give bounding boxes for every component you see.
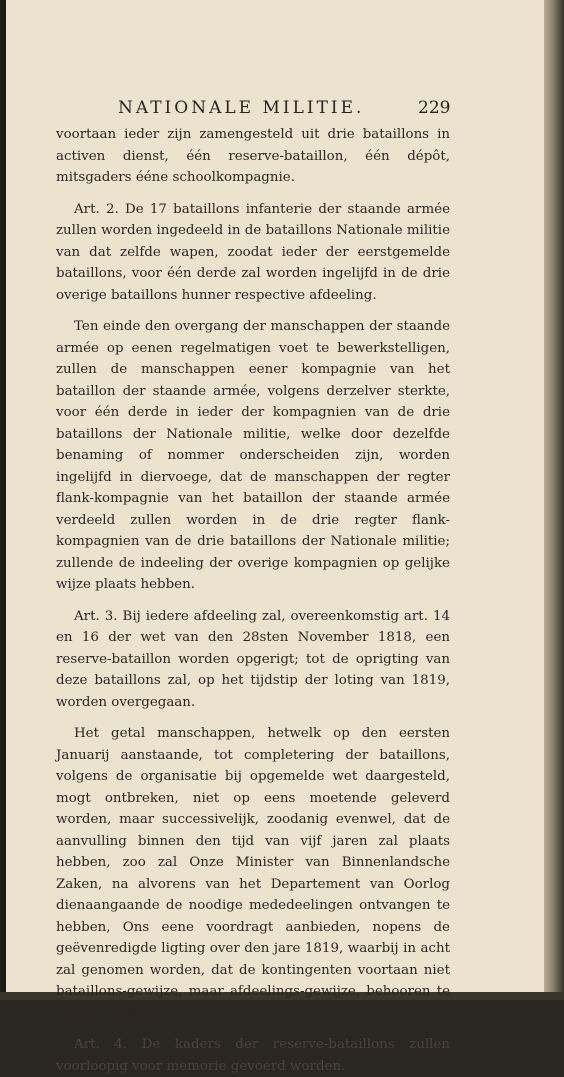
paragraph-continuation: voortaan ieder zijn zamengesteld uit drie bataillons in activen dienst, één reserve-bataillon, één dépôt, mitsgaders ééne schoolkompagnie. [56,127,450,185]
paragraph-art-3: Art. 3. Bij iedere afdeeling zal, overeenkomstig art. 14 en 16 der wet van den 28sten November 1818, een reserve-bataillon worden opgerigt; tot de oprigting van deze bataillons zal, op het tijdstip der loting van 1819, worden overgegaan. [56,608,450,710]
paragraph-completion: Het getal manschappen, hetwelk op den eersten Januarij aanstaande, tot completering der bataillons, volgens de organisatie bij opgemelde wet daargesteld, mogt ontbreken, niet op eens moetende geleverd worden, maar successivelijk, zoodanig evenwel, dat de aanvulling binnen den tijd van vijf jaren zal plaats hebben, zoo zal Onze Minister van Binnenlandsche Zaken, na alvorens van het Departement van Oorlog dienaangaande de noodige mededeelingen ontvangen te hebben, Ons eene voordragt aanbieden, nopens de geëvenredigde ligting over den jare 1819, waarbij in acht zal genomen worden, dat de kontingenten voortaan niet bataillons-gewijze, maar afdeelings-gewijze, behooren te worden verdeeld. [56,726,450,1021]
paragraph-art-2: Art. 2. De 17 bataillons infanterie der staande armée zullen worden ingedeeld in de bataillons Nationale militie van dat zelfde wapen, zoodat ieder der eerstgemelde bataillons, voor één derde zal worden ingelijfd in de drie overige bataillons hunner respective afdeeling. [56,201,450,303]
paragraph-art-4: Art. 4. De kaders der reserve-bataillons zullen voorloopig voor memorie gevoerd worden. [56,1037,450,1074]
paragraph-transfer: Ten einde den overgang der manschappen der staande armée op eenen regelmatigen voet te bewerkstelligen, zullen de manschappen eener kompagnie van het bataillon der staande armée, volgens derzelver sterkte, voor één derde in ieder der kompagnien van de drie bataillons der Nationale militie, welke door dezelfde benaming of nommer onderscheiden zijn, worden ingelijfd in diervoege, dat de manschappen der regter flank-kompagnie van het bataillon der staande armée verdeeld zullen worden in de drie regter flank-kompagnien van de drie bataillons der Nationale militie; zullende de indeeling der overige kompagnien op gelijke wijze plaats hebben. [56,319,450,592]
body-text [56,124,450,1077]
page-number: 229 [418,98,451,118]
running-head: NATIONALE MILITIE. [118,98,365,118]
page-edge [544,0,564,1000]
